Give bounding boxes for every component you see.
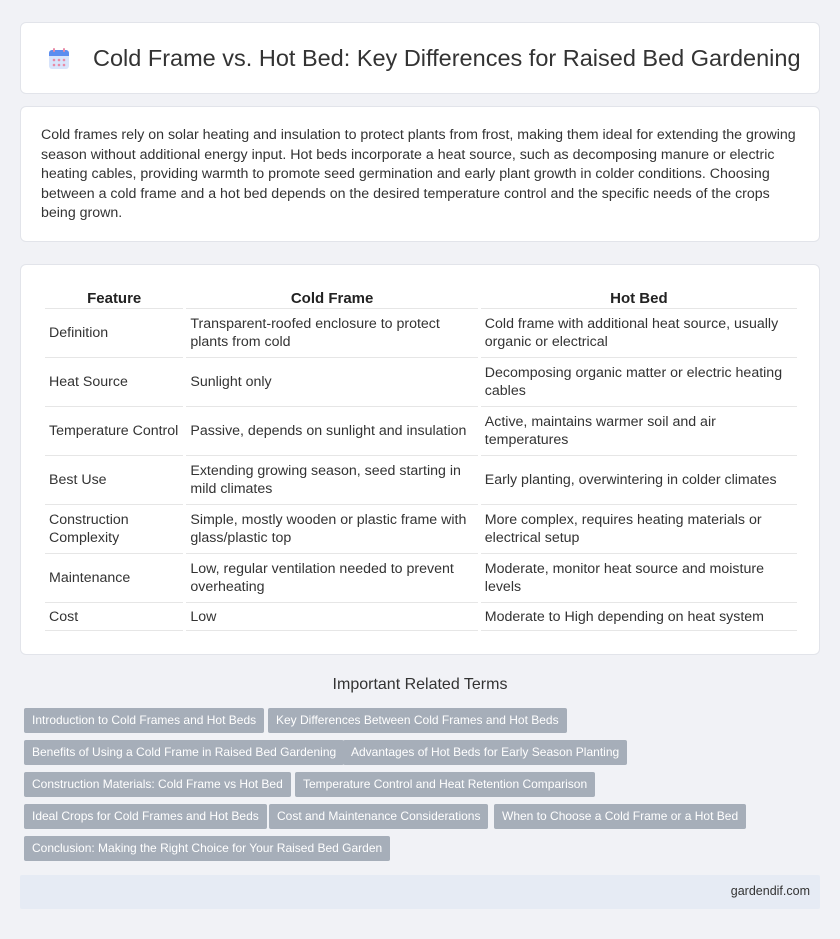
row-cold-frame: Low, regular ventilation needed to prevent overheating [186, 554, 477, 603]
row-cold-frame: Extending growing season, seed starting in mild climates [186, 456, 477, 505]
table-row [45, 309, 797, 358]
related-term-link[interactable]: Construction Materials: Cold Frame vs Hot Bed [24, 772, 291, 797]
row-cold-frame: Low [186, 603, 477, 631]
table-row [45, 554, 797, 603]
footer-site-name[interactable]: gardendif.com [730, 884, 810, 898]
row-feature: Definition [45, 309, 183, 358]
row-feature: Temperature Control [45, 407, 183, 456]
table-row [45, 407, 797, 456]
table-row [45, 456, 797, 505]
related-term-link[interactable]: Cost and Maintenance Considerations [269, 804, 488, 829]
calendar-icon [47, 47, 71, 71]
row-hot-bed: Active, maintains warmer soil and air temperatures [481, 407, 797, 456]
comparison-table-card [20, 264, 820, 655]
row-feature: Maintenance [45, 554, 183, 603]
related-terms-heading: Important Related Terms [332, 676, 508, 693]
comparison-table [42, 285, 800, 631]
related-term-link[interactable]: Conclusion: Making the Right Choice for Your Raised Bed Garden [24, 836, 390, 861]
table-header-row [45, 285, 797, 309]
column-header-hot-bed: Hot Bed [481, 285, 797, 309]
related-term-link[interactable]: Introduction to Cold Frames and Hot Beds [24, 708, 264, 733]
column-header-cold-frame: Cold Frame [186, 285, 477, 309]
row-hot-bed: Decomposing organic matter or electric heating cables [481, 358, 797, 407]
row-cold-frame: Sunlight only [186, 358, 477, 407]
intro-paragraph: Cold frames rely on solar heating and insulation to protect plants from frost, making them ideal for extending the growing season without additional energy input. Hot beds incorporate a heat source, such as decomposing manure or electric heating cables, providing warmth to promote seed germination and early plant growth in colder conditions. Choosing between a cold frame and a hot bed depends on the desired temperature control and the specific needs of the crops being grown. [41, 127, 796, 222]
row-feature: Best Use [45, 456, 183, 505]
row-cold-frame: Simple, mostly wooden or plastic frame with glass/plastic top [186, 505, 477, 554]
row-feature: Heat Source [45, 358, 183, 407]
row-cold-frame: Transparent-roofed enclosure to protect plants from cold [186, 309, 477, 358]
row-cold-frame: Passive, depends on sunlight and insulation [186, 407, 477, 456]
table-row [45, 603, 797, 631]
column-header-feature: Feature [45, 285, 183, 309]
row-hot-bed: Cold frame with additional heat source, usually organic or electrical [481, 309, 797, 358]
related-term-link[interactable]: Temperature Control and Heat Retention Comparison [295, 772, 595, 797]
table-row [45, 358, 797, 407]
row-feature: Construction Complexity [45, 505, 183, 554]
row-hot-bed: Early planting, overwintering in colder climates [481, 456, 797, 505]
header-card [20, 22, 820, 94]
related-term-link[interactable]: Benefits of Using a Cold Frame in Raised Bed Gardening [24, 740, 344, 765]
page-title: Cold Frame vs. Hot Bed: Key Differences for Raised Bed Gardening [93, 45, 801, 71]
related-term-link[interactable]: When to Choose a Cold Frame or a Hot Bed [494, 804, 746, 829]
related-term-link[interactable]: Ideal Crops for Cold Frames and Hot Beds [24, 804, 267, 829]
row-hot-bed: More complex, requires heating materials or electrical setup [481, 505, 797, 554]
footer [20, 875, 820, 909]
table-row [45, 505, 797, 554]
row-hot-bed: Moderate, monitor heat source and moisture levels [481, 554, 797, 603]
related-term-link[interactable]: Key Differences Between Cold Frames and Hot Beds [268, 708, 567, 733]
intro-card [20, 106, 820, 242]
related-term-link[interactable]: Advantages of Hot Beds for Early Season Planting [343, 740, 627, 765]
row-hot-bed: Moderate to High depending on heat system [481, 603, 797, 631]
row-feature: Cost [45, 603, 183, 631]
